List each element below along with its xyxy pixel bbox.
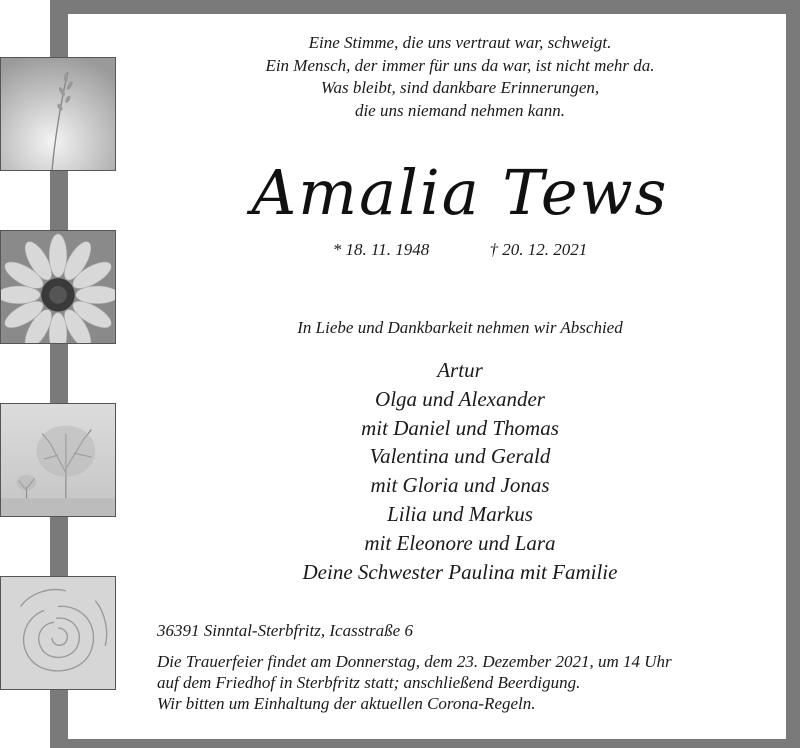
mourner-line: mit Daniel und Thomas (361, 415, 559, 440)
mourner-line: Deine Schwester Paulina mit Familie (302, 559, 618, 584)
mourners-list (160, 356, 760, 586)
memorial-poem (160, 32, 760, 122)
funeral-notice (157, 651, 672, 714)
birth-date: * 18. 11. 1948 (332, 240, 430, 259)
poem-line: Eine Stimme, die uns vertraut war, schweigt. (308, 33, 612, 52)
notice-line: Die Trauerfeier findet am Donnerstag, dem 23. Dezember 2021, um 14 Uhr (157, 652, 672, 671)
life-dates (160, 240, 760, 260)
death-date: † 20. 12. 2021 (489, 240, 588, 259)
farewell-text: In Liebe und Dankbarkeit nehmen wir Abschied (297, 318, 623, 337)
frame-right-border (786, 0, 800, 748)
notice-line: Wir bitten um Einhaltung der aktuellen Corona-Regeln. (157, 694, 536, 713)
tree-photo (0, 403, 116, 517)
notice-line: auf dem Friedhof in Sterbfritz statt; anschließend Beerdigung. (157, 673, 581, 692)
frame-top-border (50, 0, 800, 14)
rose-photo (0, 576, 116, 690)
grass-photo (0, 57, 116, 171)
mourner-line: Artur (437, 358, 483, 382)
mourner-line: mit Eleonore und Lara (364, 530, 556, 555)
frame-bottom-border (50, 739, 800, 748)
mourner-line: Lilia und Markus (387, 501, 533, 526)
address: 36391 Sinntal-Sterbfritz, Icasstraße 6 (157, 621, 413, 640)
poem-line: Was bleibt, sind dankbare Erinnerungen, (320, 78, 600, 97)
poem-line: Ein Mensch, der immer für uns da war, ist nicht mehr da. (265, 55, 655, 75)
mourner-line: mit Gloria und Jonas (370, 473, 550, 498)
flower-photo (0, 230, 116, 344)
deceased-name: Amalia Tews (251, 156, 669, 229)
mourner-line: Valentina und Gerald (369, 444, 551, 469)
poem-line: die uns niemand nehmen kann. (354, 100, 566, 120)
mourner-line: Olga und Alexander (375, 386, 545, 411)
